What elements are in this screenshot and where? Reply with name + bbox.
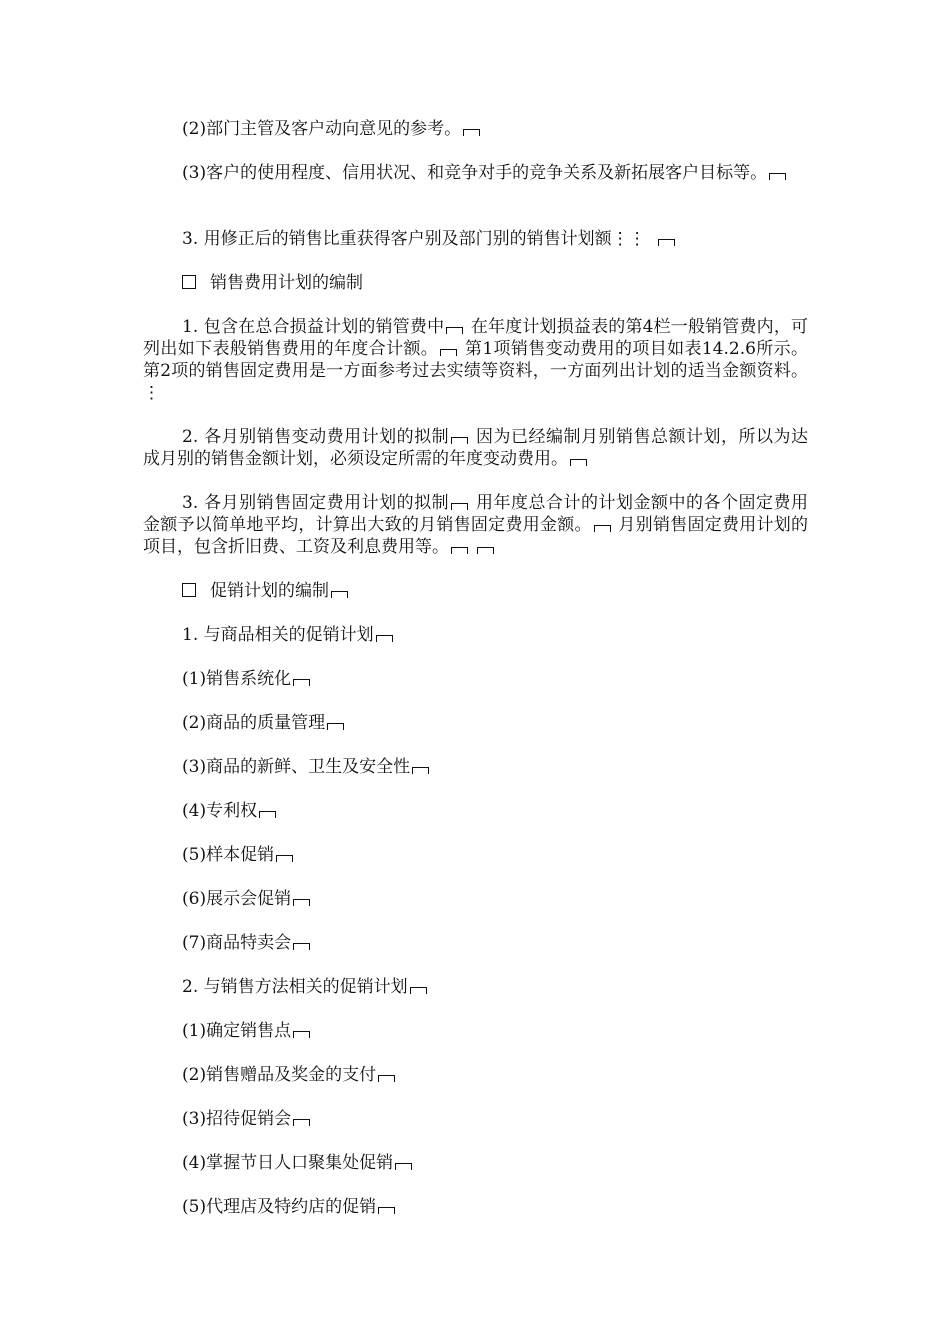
list-item: (3)招待促销会: [182, 1108, 312, 1130]
list-item: (1)销售系统化: [182, 668, 312, 690]
paragraph-mark-icon: [570, 459, 587, 466]
section-heading: 销售费用计划的编制: [182, 272, 363, 294]
paragraph-mark-icon: [769, 173, 786, 180]
paragraph-mark-icon: [658, 239, 675, 246]
paragraph-mark-icon: [293, 943, 310, 950]
list-item: (7)商品特卖会: [182, 932, 312, 954]
text-line: 3. 用修正后的销售比重获得客户别及部门别的销售计划额⋮⋮: [182, 228, 677, 250]
paragraph-mark-icon: [378, 1075, 395, 1082]
list-item: (2)销售赠品及奖金的支付: [182, 1064, 397, 1086]
list-item: (2)商品的质量管理: [182, 712, 346, 734]
paragraph-mark-icon: [395, 1163, 412, 1170]
paragraph-mark-icon: [446, 327, 463, 334]
text-line: (2)部门主管及客户动向意见的参考。: [182, 118, 482, 140]
list-item: (1)确定销售点: [182, 1020, 312, 1042]
paragraph-mark-icon: [451, 437, 468, 444]
paragraph-mark-icon: [451, 503, 468, 510]
checkbox-square-icon: [182, 275, 196, 289]
section-heading: 促销计划的编制: [182, 580, 350, 602]
list-item: (4)掌握节日人口聚集处促销: [182, 1152, 414, 1174]
paragraph-mark-icon: [410, 987, 427, 994]
paragraph: 1. 包含在总合损益计划的销管费中 在年度计划损益表的第4栏一般销管费内，可列出如下表般销售费用的年度合计额。 第1项销售变动费用的项目如表14.2.6所示。第2项的销售固定费用是一方面参考过去实绩等资料，一方面列出计划的适当金额资料。 ⋮: [143, 317, 809, 403]
paragraph-mark-icon: [293, 679, 310, 686]
paragraph-mark-icon: [376, 635, 393, 642]
list-item: (3)商品的新鲜、卫生及安全性: [182, 756, 431, 778]
paragraph-mark-icon: [293, 1119, 310, 1126]
paragraph-mark-icon: [412, 767, 429, 774]
paragraph-mark-icon: [327, 723, 344, 730]
subsection-heading: 1. 与商品相关的促销计划: [182, 624, 395, 646]
paragraph: 2. 各月别销售变动费用计划的拟制 因为已经编制月别销售总额计划，所以为达成月别的销售金额计划，必须设定所需的年度变动费用。: [143, 427, 808, 469]
list-item: (5)样本促销: [182, 844, 295, 866]
checkbox-square-icon: [182, 583, 196, 597]
paragraph: 3. 各月别销售固定费用计划的拟制 用年度总合计的计划金额中的各个固定费用金额予以简单地平均，计算出大致的月销售固定费用金额。 月别销售固定费用计划的项目，包含折旧费、工资及利息费用等。: [143, 493, 809, 557]
paragraph: (3)客户的使用程度、信用状况、和竞争对手的竞争关系及新拓展客户目标等。: [143, 162, 808, 184]
paragraph-mark-icon: [451, 547, 468, 554]
list-item: (5)代理店及特约店的促销: [182, 1196, 397, 1218]
paragraph-mark-icon: [259, 811, 276, 818]
paragraph-mark-icon: [293, 1031, 310, 1038]
paragraph-mark-icon: [477, 547, 494, 554]
list-item: (4)专利权: [182, 800, 278, 822]
paragraph-mark-icon: [440, 349, 457, 356]
paragraph-mark-icon: [331, 591, 348, 598]
paragraph-mark-icon: [293, 899, 310, 906]
paragraph-mark-icon: [378, 1207, 395, 1214]
paragraph-mark-icon: [594, 525, 611, 532]
paragraph-mark-icon: [276, 855, 293, 862]
list-item: (6)展示会促销: [182, 888, 312, 910]
subsection-heading: 2. 与销售方法相关的促销计划: [182, 976, 429, 998]
paragraph-mark-icon: [463, 129, 480, 136]
